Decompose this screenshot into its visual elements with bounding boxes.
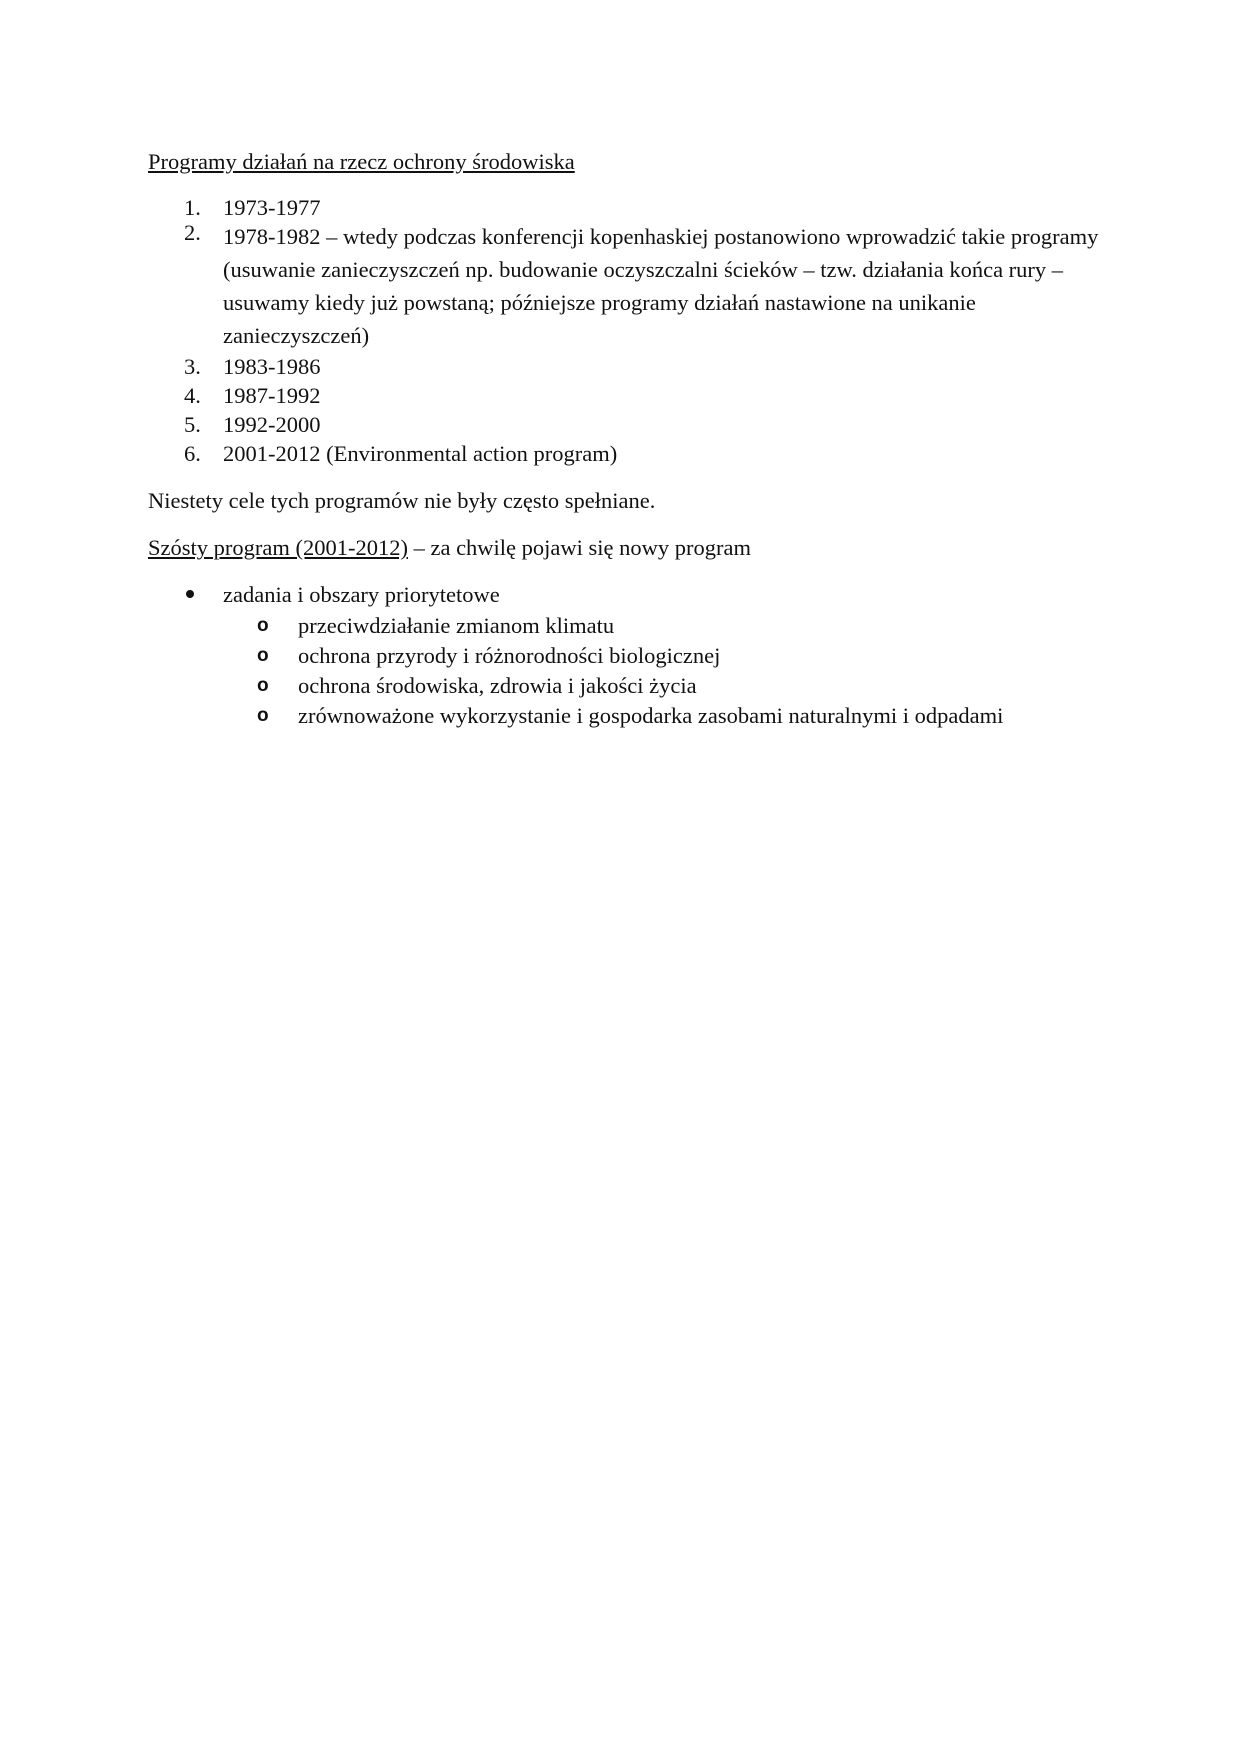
document-title: Programy działań na rzecz ochrony środowiska (148, 149, 575, 174)
sub-item-text: przeciwdziałanie zmianom klimatu (298, 613, 615, 638)
list-item (148, 352, 1108, 381)
list-item-text: 1978-1982 – wtedy podczas konferencji kopenhaskiej postanowiono wprowadzić takie programy (usuwanie zanieczyszczeń np. budowanie oczyszczalni ścieków – tzw. działania końca rury – usuwamy kiedy już powstaną; późniejsze programy działań nastawione na unikanie zanieczyszczeń) (223, 224, 1099, 348)
list-number: 3. (184, 354, 201, 379)
list-number: 4. (184, 383, 201, 408)
paragraph: Niestety cele tych programów nie były często spełniane. (148, 488, 656, 513)
list-number: 5. (184, 412, 201, 437)
list-item (148, 381, 1108, 410)
list-number: 1. (184, 195, 201, 220)
circle-bullet-icon: o (257, 615, 269, 636)
list-item-text: 2001-2012 (Environmental action program) (223, 441, 618, 466)
document-body (148, 147, 1108, 731)
list-item (148, 220, 1108, 352)
sub-list (223, 611, 1108, 731)
sub-item-text: ochrona przyrody i różnorodności biologicznej (298, 643, 721, 668)
list-item (148, 410, 1108, 439)
sub-list-item (223, 671, 1108, 701)
circle-bullet-icon: o (257, 675, 269, 696)
list-item-text: 1973-1977 (223, 195, 321, 220)
list-item (148, 439, 1108, 468)
section-heading (148, 533, 1108, 562)
sub-item-text: ochrona środowiska, zdrowia i jakości życia (298, 673, 697, 698)
sub-list-item (223, 611, 1108, 641)
circle-bullet-icon: o (257, 705, 269, 726)
bullet-item-text: zadania i obszary priorytetowe (223, 582, 500, 607)
list-item-text: 1983-1986 (223, 354, 321, 379)
numbered-list (148, 193, 1108, 468)
sub-list-item (223, 701, 1108, 731)
sub-item-text: zrównoważone wykorzystanie i gospodarka zasobami naturalnymi i odpadami (298, 703, 1004, 728)
list-number: 2. (184, 220, 201, 245)
bullet-item (148, 580, 1108, 731)
list-item (148, 193, 1108, 222)
list-item-text: 1992-2000 (223, 412, 321, 437)
sub-list-item (223, 641, 1108, 671)
circle-bullet-icon: o (257, 645, 269, 666)
section-heading-underlined: Szósty program (2001-2012) (148, 535, 408, 560)
bullet-icon (186, 590, 194, 598)
list-number: 6. (184, 441, 201, 466)
list-item-text: 1987-1992 (223, 383, 321, 408)
bullet-list (148, 580, 1108, 731)
section-heading-rest: – za chwilę pojawi się nowy program (407, 535, 751, 560)
